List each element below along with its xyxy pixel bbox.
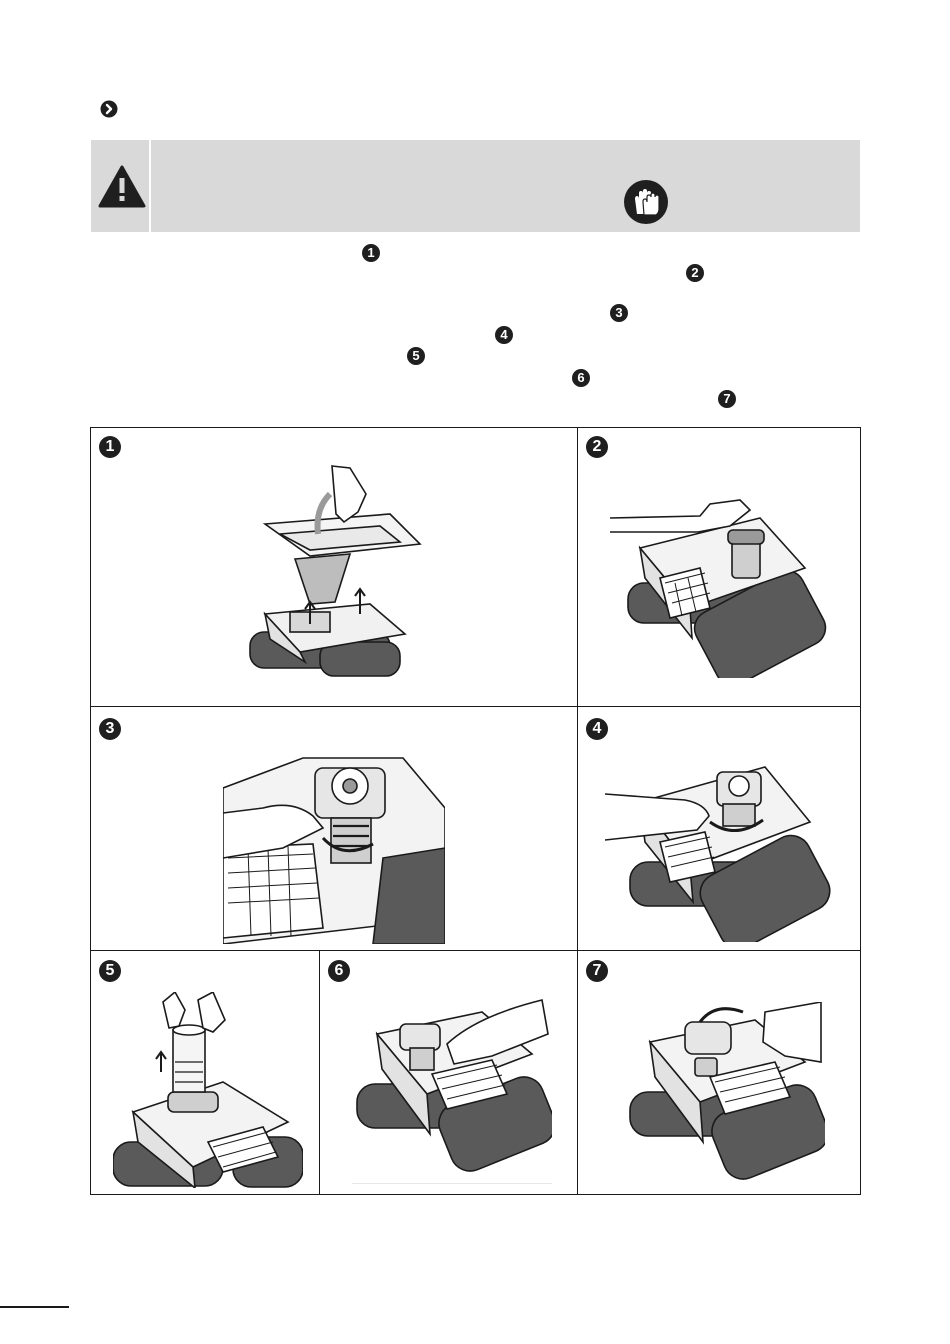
panel-3-number: 3	[99, 718, 121, 740]
panel-2-number: 2	[586, 436, 608, 458]
chevron-right-circle-icon	[100, 100, 118, 118]
step-ref-3: 3	[610, 304, 628, 322]
step-ref-6: 6	[572, 369, 590, 387]
robot-close-cover-illustration	[625, 1002, 825, 1187]
step-ref-7: 7	[718, 390, 736, 408]
step-ref-1: 1	[362, 244, 380, 262]
grid-row-divider-1	[90, 706, 861, 707]
panel-6-number: 6	[328, 960, 350, 982]
warning-box	[91, 140, 860, 232]
robot-reinsert-filter-illustration	[352, 994, 552, 1184]
robot-unscrew-filter-closeup-illustration	[223, 748, 445, 944]
grid-border-top	[90, 427, 861, 428]
step-ref-2: 2	[686, 264, 704, 282]
warning-icon-cell	[91, 140, 149, 232]
panel-4-number: 4	[586, 718, 608, 740]
footer-rule	[0, 1306, 69, 1308]
grid-row-divider-2	[90, 950, 861, 951]
panel-7-number: 7	[586, 960, 608, 982]
robot-lift-cover-illustration	[240, 464, 440, 704]
robot-turn-filter-illustration	[605, 742, 835, 942]
grid-border-left	[90, 427, 91, 1195]
warning-triangle-icon	[98, 165, 146, 209]
grid-border-right	[860, 427, 861, 1195]
step-ref-5: 5	[407, 347, 425, 365]
robot-press-filter-latch-illustration	[610, 488, 830, 678]
grid-col-divider-bottom	[319, 950, 320, 1195]
grid-border-bottom	[90, 1194, 861, 1195]
panel-1-number: 1	[99, 436, 121, 458]
grid-col-divider-main	[577, 427, 578, 1195]
warning-divider	[149, 140, 151, 232]
panel-5-number: 5	[99, 960, 121, 982]
robot-remove-filter-cylinder-illustration	[113, 992, 303, 1188]
gloves-icon	[624, 180, 668, 224]
step-ref-4: 4	[495, 326, 513, 344]
